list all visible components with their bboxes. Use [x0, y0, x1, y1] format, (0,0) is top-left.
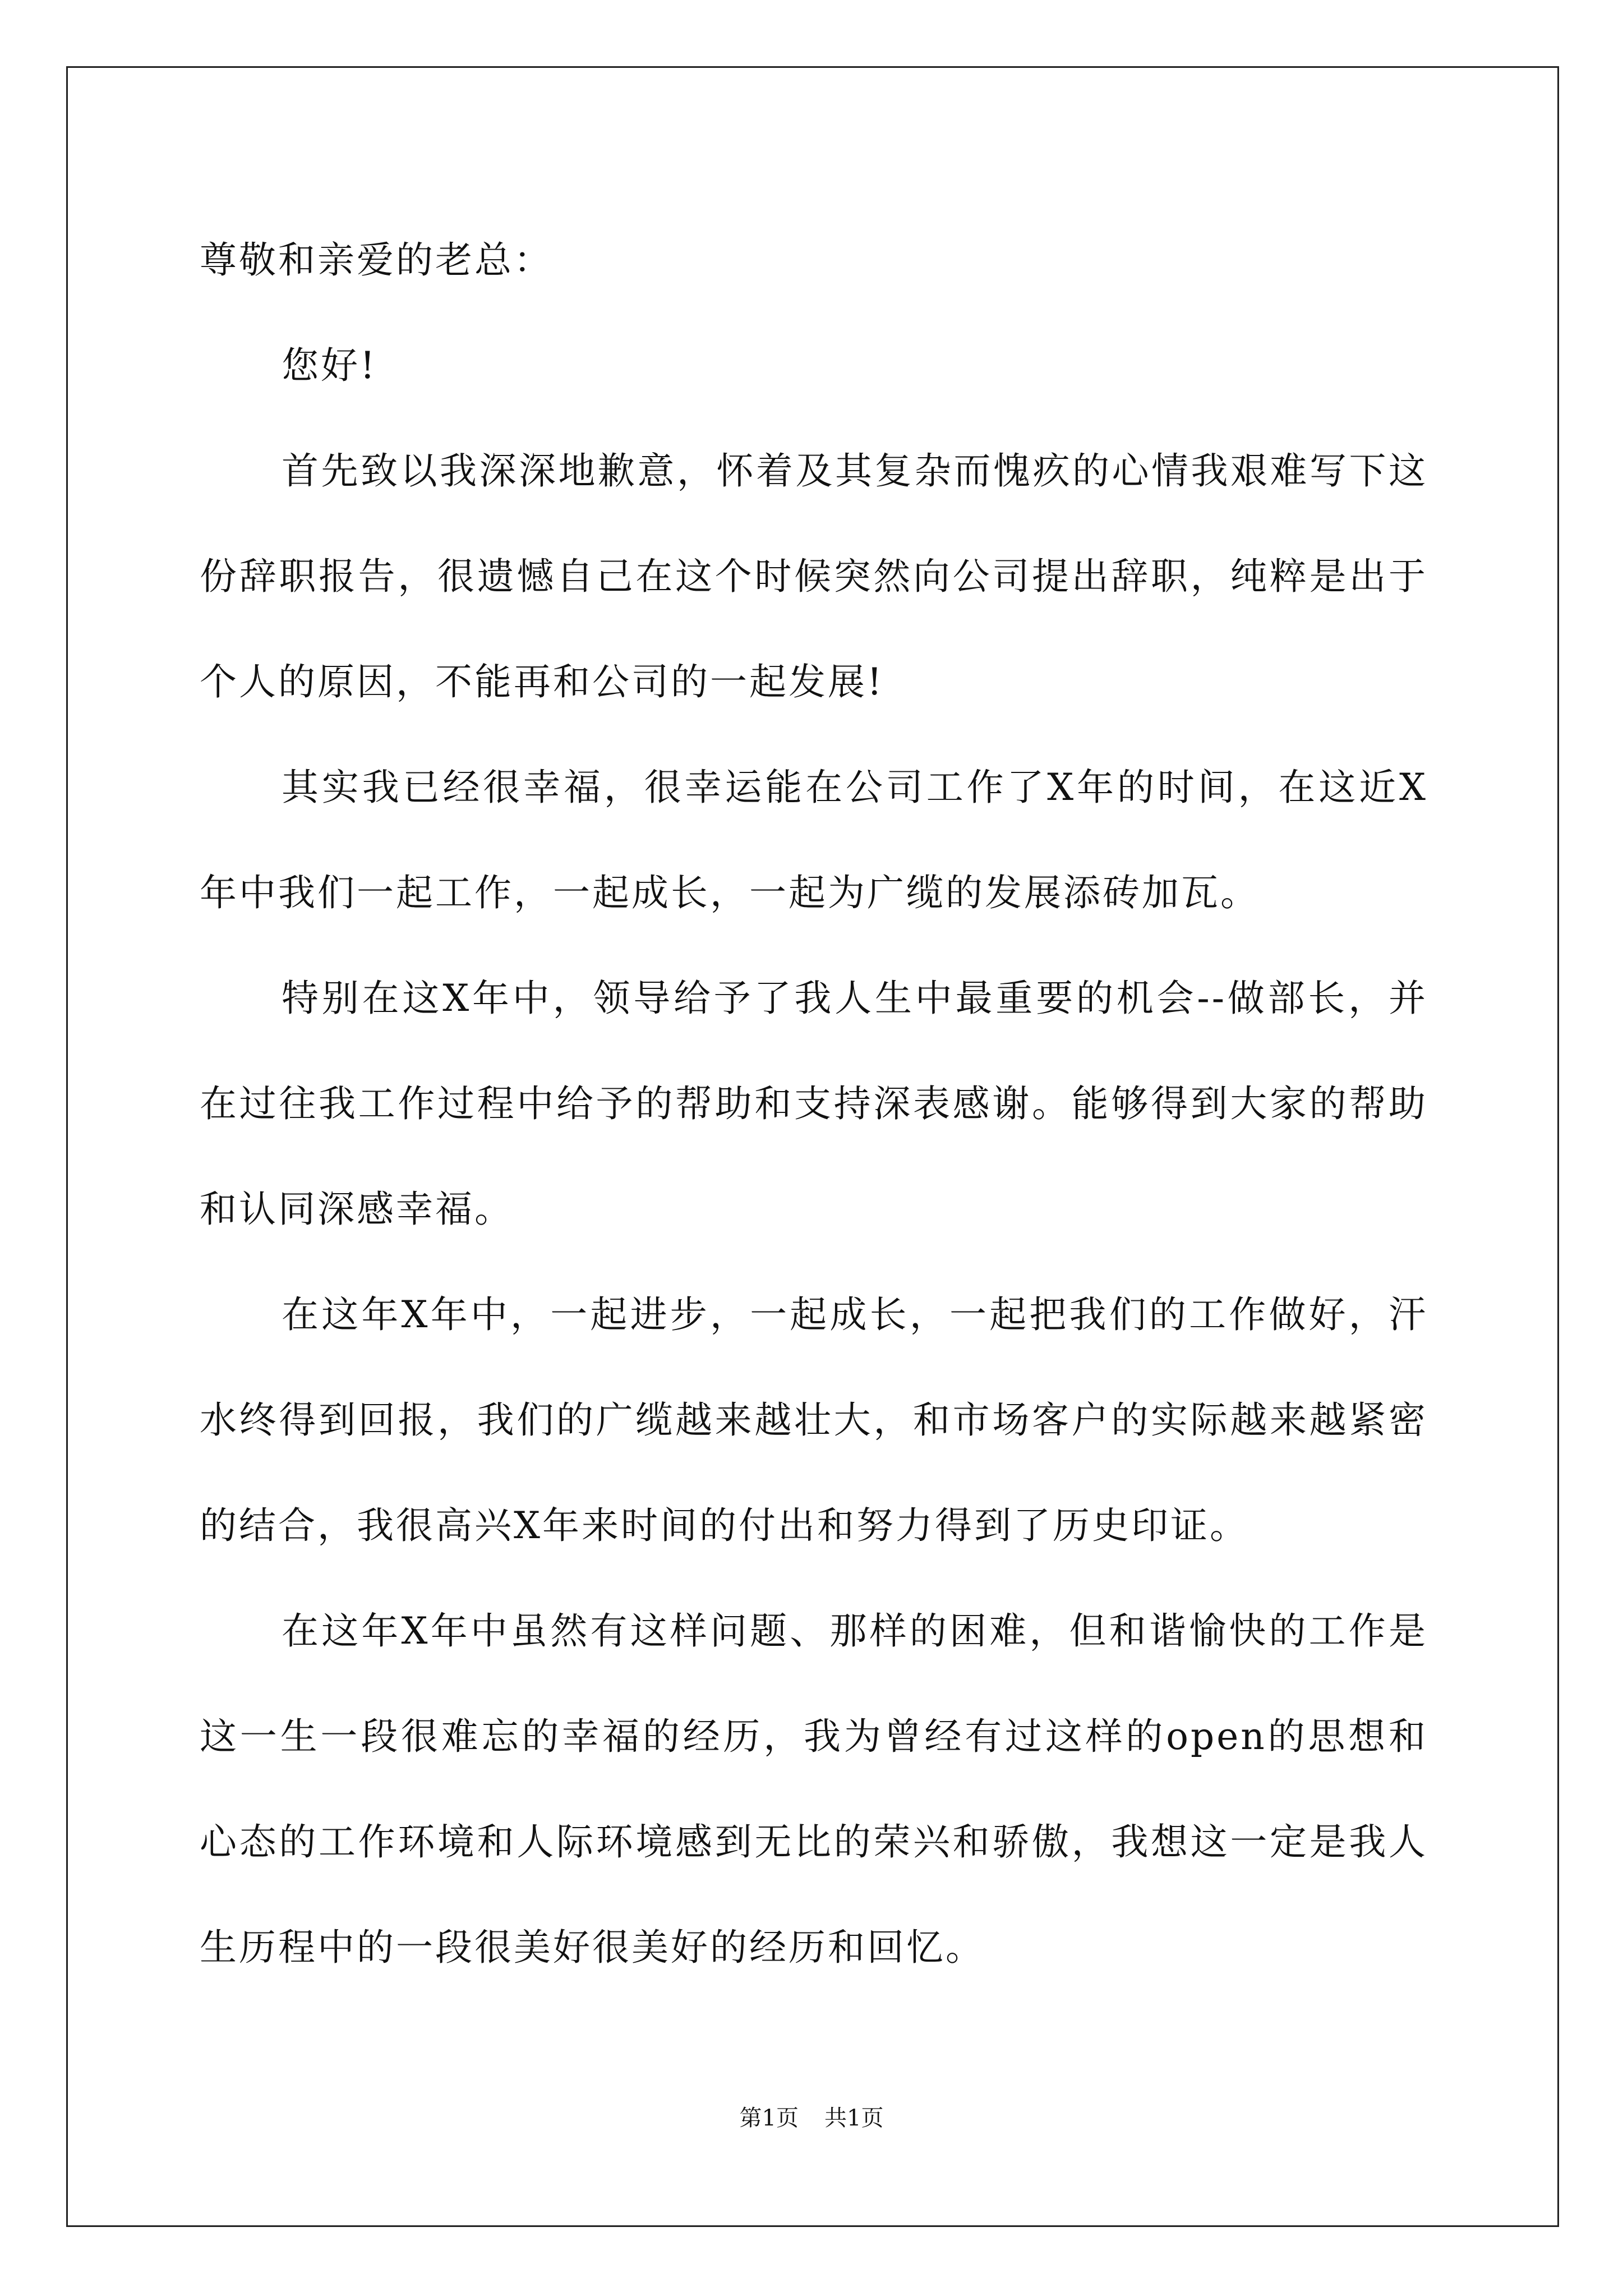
- paragraph-apology: 首先致以我深深地歉意，怀着及其复杂而愧疚的心情我艰难写下这份辞职报告，很遗憾自己在这个时候突然向公司提出辞职，纯粹是出于个人的原因，不能再和公司的一起发展!: [200, 449, 1428, 703]
- paragraph-growth: 在这年X年中，一起进步，一起成长，一起把我们的工作做好，汗水终得到回报，我们的广缆越来越壮大，和市场客户的实际越来越紧密的结合，我很高兴X年来时间的付出和努力得到了历史印证。: [200, 1293, 1428, 1547]
- page-footer: [0, 2101, 1623, 2135]
- paragraph-memories: 在这年X年中虽然有这样问题、那样的困难，但和谐愉快的工作是这一生一段很难忘的幸福的经历，我为曾经有过这样的open的思想和心态的工作环境和人际环境感到无比的荣兴和骄傲，我想这一定是我人生历程中的一段很美好很美好的经历和回忆。: [200, 1609, 1428, 1969]
- page-total: 共1页: [824, 2105, 884, 2131]
- paragraph-greeting: 您好!: [282, 344, 377, 387]
- page-number: 第1页: [739, 2105, 799, 2131]
- salutation: 尊敬和亲爱的老总：: [200, 238, 553, 282]
- paragraph-gratitude: 其实我已经很幸福，很幸运能在公司工作了X年的时间，在这近X年中我们一起工作，一起成长，一起为广缆的发展添砖加瓦。: [200, 766, 1428, 914]
- letter-body: [200, 208, 1428, 2000]
- paragraph-opportunity: 特别在这X年中，领导给予了我人生中最重要的机会--做部长，并在过往我工作过程中给予的帮助和支持深表感谢。能够得到大家的帮助和认同深感幸福。: [200, 977, 1428, 1231]
